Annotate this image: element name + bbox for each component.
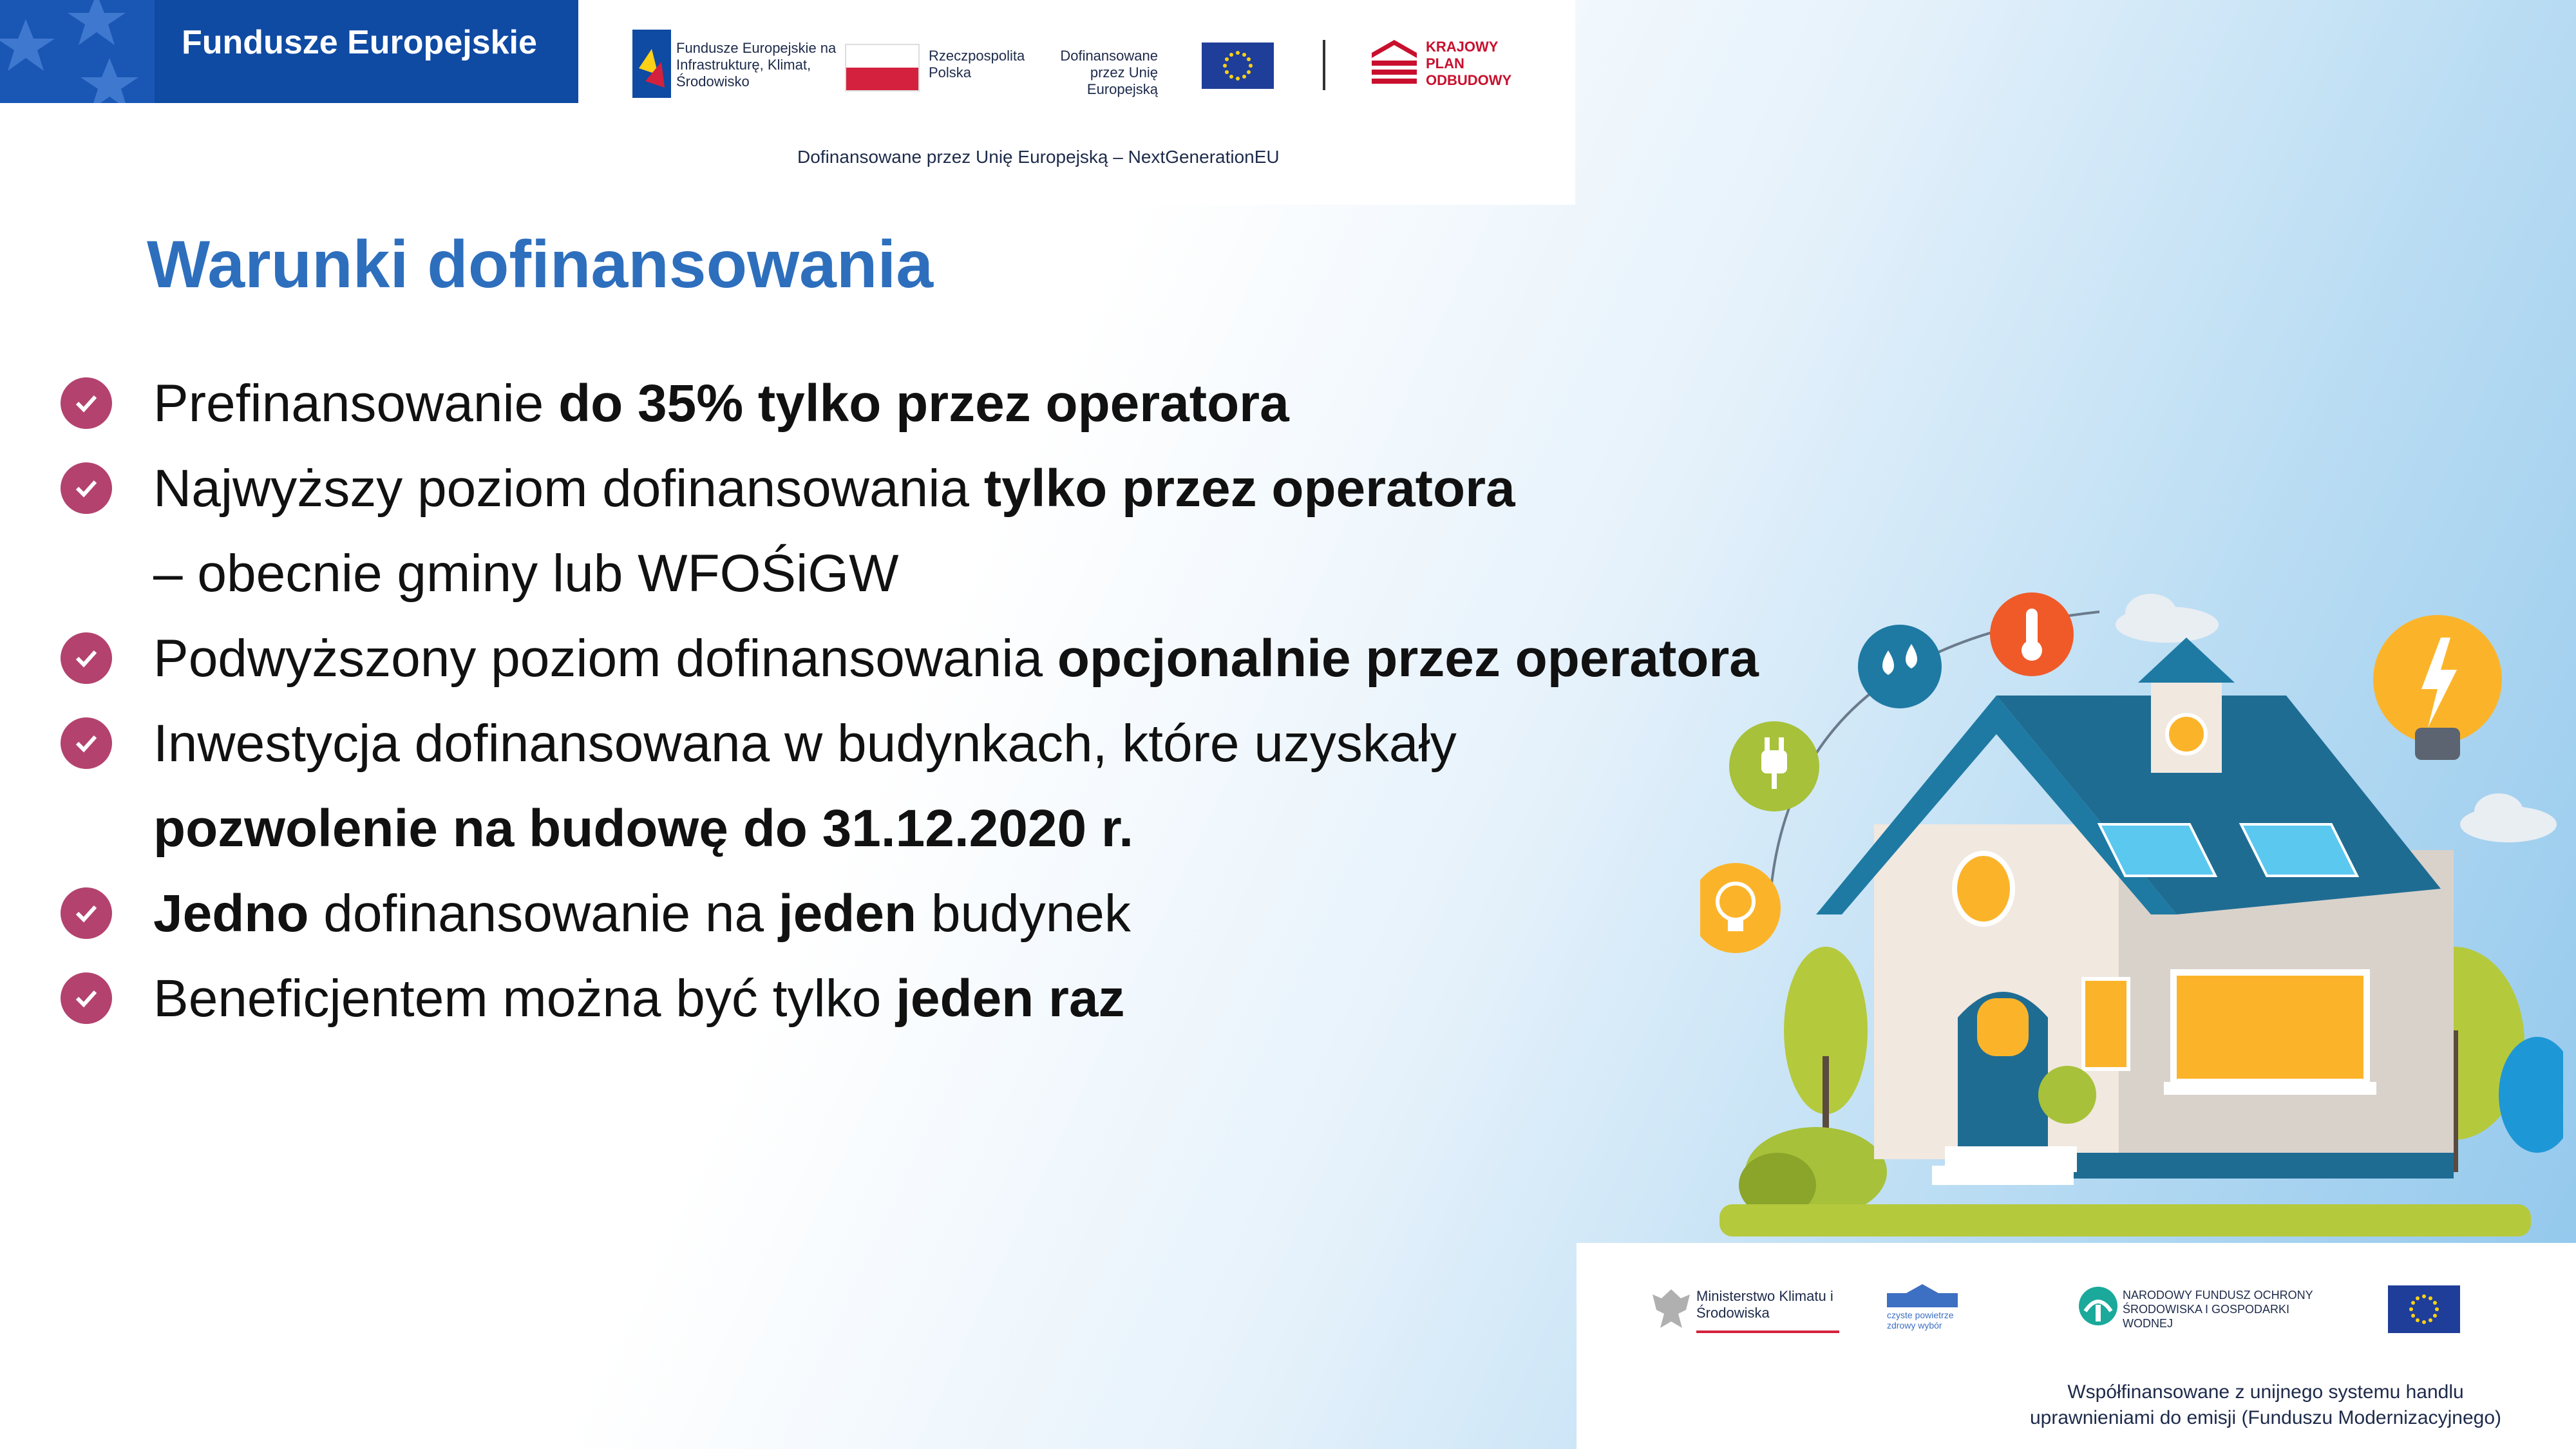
cofunding-caption-line2: uprawnieniami do emisji (Funduszu Modernizacyjnego) — [2029, 1407, 2501, 1428]
list-item — [58, 962, 1797, 1047]
list-item-emphasis: jeden raz — [896, 969, 1125, 1028]
logo-caption: Dofinansowane przez Unię Europejską – NextGenerationEU — [797, 147, 1280, 167]
list-item — [58, 367, 1797, 452]
list-item-emphasis: tylko przez operatora — [983, 459, 1515, 518]
czyste-powietrze-logo-icon — [1887, 1284, 1958, 1307]
eu-flag-icon — [1202, 43, 1274, 89]
kpo-logo-icon — [1372, 40, 1417, 88]
list-item-text: budynek — [916, 884, 1131, 943]
list-item-emphasis: pozwolenie na budowę do 31.12.2020 r. — [153, 799, 1134, 858]
check-bullet-icon — [58, 460, 115, 516]
brand-name: Fundusze Europejskie — [182, 24, 537, 61]
check-bullet-icon — [58, 630, 115, 687]
ground — [1719, 1204, 2531, 1236]
list-item-emphasis: Jedno — [153, 884, 309, 943]
energy-bulb-icon — [2373, 615, 2502, 760]
list-item-text: Beneficjentem można być tylko — [153, 969, 896, 1028]
ministry-underline — [1696, 1331, 1839, 1333]
list-item-text: Inwestycja dofinansowana w budynkach, które uzyskały — [153, 714, 1457, 773]
list-item — [58, 452, 1797, 537]
check-bullet-icon — [58, 375, 115, 431]
nfos-logo-icon — [2078, 1285, 2119, 1327]
eco-house-illustration — [1700, 580, 2563, 1243]
light-bulb-icon — [1700, 863, 1781, 953]
list-item — [58, 877, 1797, 962]
check-bullet-icon — [58, 715, 115, 772]
footer-logos — [1577, 1243, 2576, 1449]
cofunding-caption-line1: Współfinansowane z unijnego systemu handlu — [2067, 1381, 2464, 1403]
eu-stars-icon — [0, 0, 155, 103]
thermometer-icon — [1990, 592, 2074, 676]
logo-feiis-text: Fundusze Europejskie na Infrastrukturę, Klimat, Środowisko — [676, 40, 837, 90]
logo-ministry-text: Ministerstwo Klimatu i Środowiska — [1696, 1288, 1833, 1321]
logo-divider — [1323, 40, 1325, 90]
check-bullet-icon — [58, 885, 115, 942]
list-item-continuation — [58, 792, 1797, 877]
cofunding-caption — [2008, 1379, 2523, 1431]
page-title: Warunki dofinansowania — [147, 227, 934, 302]
poland-flag-icon — [845, 44, 920, 91]
logo-nfos-text: NARODOWY FUNDUSZ OCHRONY ŚRODOWISKA I GOSPODARKI WODNEJ — [2123, 1289, 2313, 1330]
list-item — [58, 622, 1797, 707]
list-item-emphasis: opcjonalnie przez operatora — [1057, 629, 1759, 688]
eu-brand-bar — [0, 0, 578, 103]
check-bullet-icon — [58, 970, 115, 1027]
eagle-emblem-icon — [1650, 1285, 1692, 1332]
plug-icon — [1729, 721, 1819, 811]
list-item-continuation — [58, 537, 1797, 622]
eu-flag-icon — [2388, 1285, 2460, 1333]
logo-eu-text: Dofinansowane przez Unię Europejską — [1060, 48, 1158, 97]
house-window — [2174, 972, 2367, 1082]
list-item-text: – obecnie gminy lub WFOŚiGW — [153, 544, 899, 603]
list-item-emphasis: jeden — [778, 884, 917, 943]
list-item-emphasis: do 35% tylko przez operatora — [558, 374, 1289, 433]
water-drops-icon — [1858, 625, 1942, 708]
list-item-text: Najwyższy poziom dofinansowania — [153, 459, 984, 518]
list-item — [58, 707, 1797, 792]
logo-rp-text: Rzeczpospolita Polska — [929, 48, 1025, 80]
list-item-text: Prefinansowanie — [153, 374, 559, 433]
conditions-list — [58, 367, 1797, 1047]
feiis-logo-icon — [632, 30, 671, 98]
logo-header — [578, 0, 1575, 205]
logo-kpo-text: KRAJOWY PLAN ODBUDOWY — [1426, 39, 1512, 88]
list-item-text: Podwyższony poziom dofinansowania — [153, 629, 1057, 688]
list-item-text: dofinansowanie na — [308, 884, 779, 943]
logo-czyste-text: czyste powietrze zdrowy wybór — [1887, 1310, 1954, 1331]
